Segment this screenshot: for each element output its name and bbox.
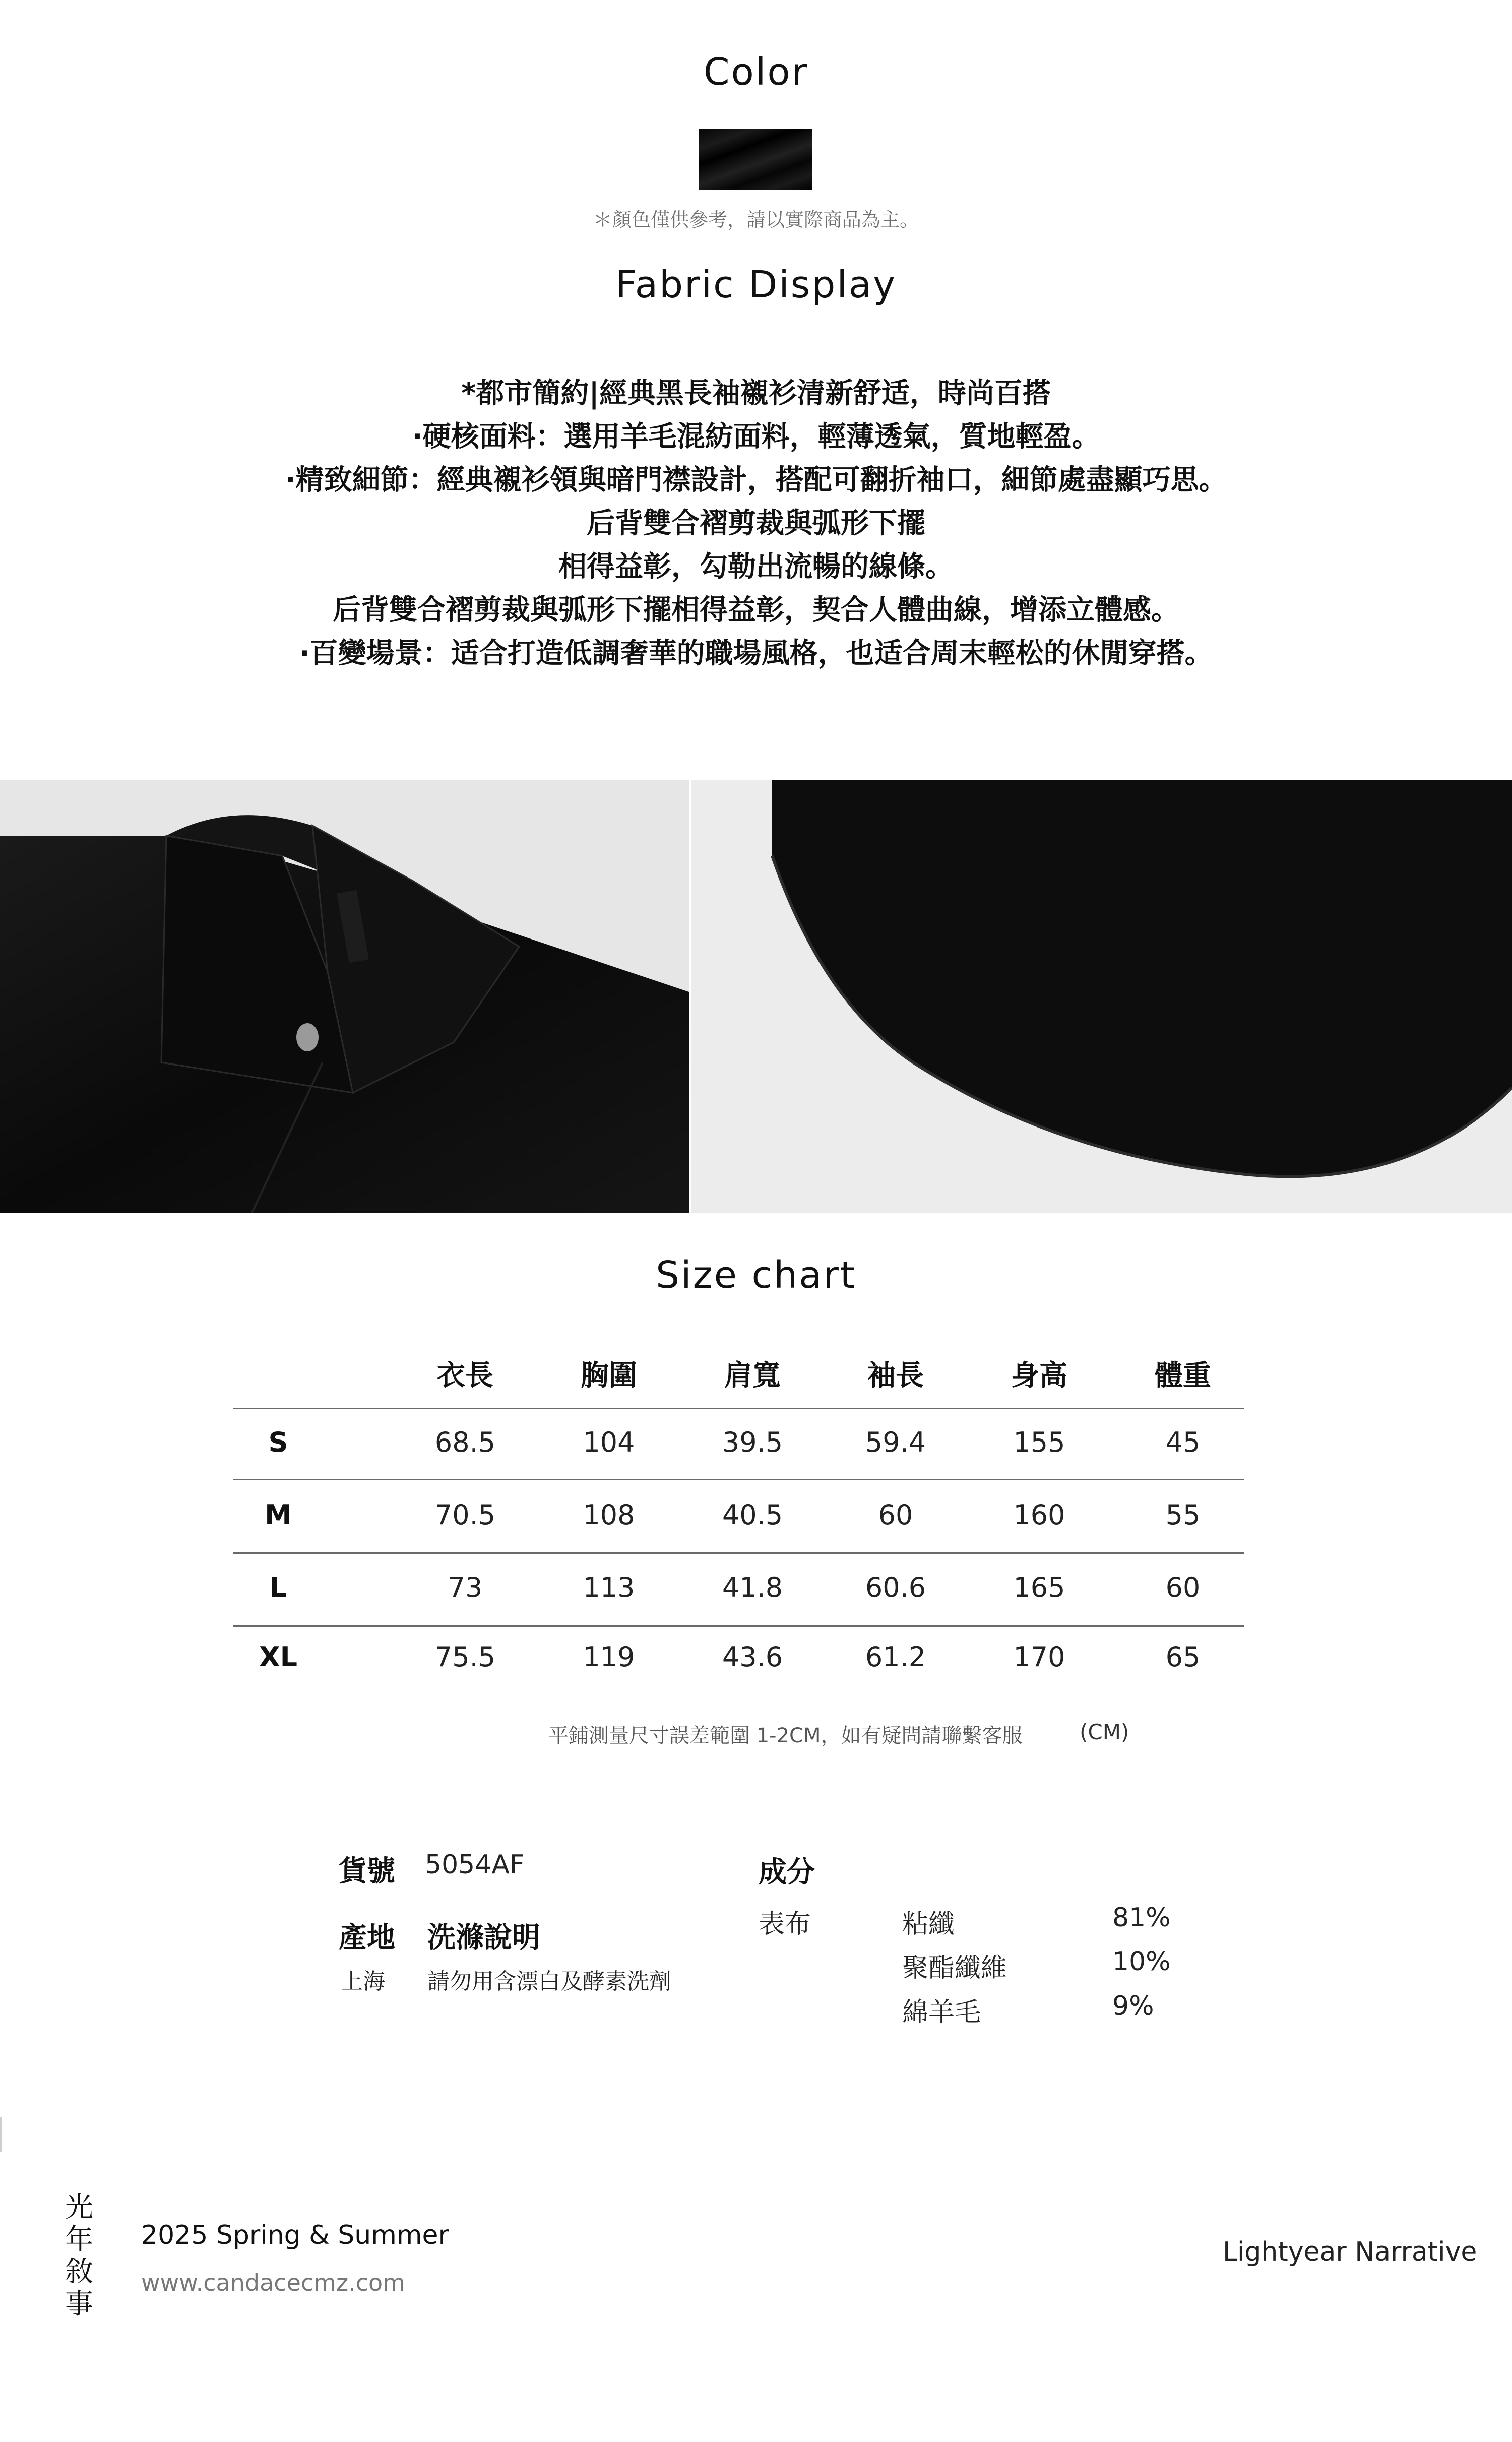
material-name: 綿羊毛 xyxy=(902,1997,981,2028)
fabric-title: Fabric Display xyxy=(615,263,897,306)
table-cell: 60.6 xyxy=(865,1572,926,1603)
color-title: Color xyxy=(703,50,809,94)
table-cell: 60 xyxy=(1165,1572,1201,1603)
color-swatch-black[interactable] xyxy=(699,129,812,190)
material-name: 聚酯纖維 xyxy=(902,1953,1007,1983)
collar-detail-photo xyxy=(0,780,689,1213)
table-cell: 61.2 xyxy=(865,1641,926,1673)
brand-char: 年 xyxy=(65,2223,93,2256)
sku-value: 5054AF xyxy=(425,1850,525,1880)
material-pct: 10% xyxy=(1112,1947,1171,1977)
origin-value: 上海 xyxy=(341,1969,385,1994)
size-chart-title: Size chart xyxy=(656,1254,856,1297)
composition-label: 成分 xyxy=(759,1856,815,1889)
fabric-description xyxy=(0,372,1512,675)
desc-line: *都市簡約|經典黑長袖襯衫清新舒适，時尚百搭 xyxy=(461,377,1051,410)
table-cell: 68.5 xyxy=(434,1426,496,1458)
color-note: ＊顏色僅供參考，請以實際商品為主。 xyxy=(593,209,919,231)
table-rule xyxy=(233,1408,1244,1409)
col-header: 胸圍 xyxy=(581,1359,637,1392)
table-cell: 45 xyxy=(1165,1426,1201,1458)
brand-char: 敘 xyxy=(65,2256,93,2288)
size-label: S xyxy=(268,1426,288,1458)
col-header: 衣長 xyxy=(437,1359,493,1392)
season-text: 2025 Spring & Summer xyxy=(141,2220,449,2250)
table-cell: 75.5 xyxy=(434,1641,496,1673)
care-label: 洗滌說明 xyxy=(427,1921,540,1954)
material-pct: 81% xyxy=(1112,1903,1171,1933)
brand-vertical-logo xyxy=(61,2191,97,2321)
table-cell: 155 xyxy=(1013,1426,1065,1458)
table-cell: 70.5 xyxy=(434,1499,496,1531)
col-header: 袖長 xyxy=(867,1359,924,1392)
table-cell: 55 xyxy=(1165,1499,1201,1531)
size-label: L xyxy=(269,1572,287,1603)
desc-line: 后背雙合褶剪裁與弧形下擺相得益彰，契合人體曲線，增添立體感。 xyxy=(333,594,1179,627)
desc-line: 后背雙合褶剪裁與弧形下擺 xyxy=(587,507,925,540)
brand-tagline: Lightyear Narrative xyxy=(1223,2237,1477,2267)
table-cell: 165 xyxy=(1013,1572,1065,1603)
desc-line: ·精致細節：經典襯衫領與暗門襟設計，搭配可翻折袖口，細節處盡顯巧思。 xyxy=(285,464,1227,496)
col-header: 肩寬 xyxy=(724,1359,781,1392)
brand-char: 事 xyxy=(65,2288,93,2321)
col-header: 身高 xyxy=(1011,1359,1067,1392)
size-label: XL xyxy=(259,1641,298,1673)
table-cell: 73 xyxy=(448,1572,483,1603)
website-link[interactable]: www.candacecmz.com xyxy=(141,2269,405,2296)
table-cell: 41.8 xyxy=(722,1572,783,1603)
desc-line: ·硬核面料：選用羊毛混紡面料，輕薄透氣，質地輕盈。 xyxy=(412,420,1100,453)
table-cell: 65 xyxy=(1165,1641,1201,1673)
care-value: 請勿用含漂白及酵素洗劑 xyxy=(427,1969,671,1994)
hem-detail-photo xyxy=(691,780,1512,1213)
table-cell: 160 xyxy=(1013,1499,1065,1531)
table-cell: 60 xyxy=(878,1499,913,1531)
table-cell: 119 xyxy=(583,1641,635,1673)
material-name: 粘纖 xyxy=(902,1909,955,1939)
col-header: 體重 xyxy=(1155,1359,1211,1392)
table-cell: 108 xyxy=(583,1499,635,1531)
edge-mark xyxy=(0,2117,2,2152)
table-rule xyxy=(233,1625,1244,1627)
table-cell: 170 xyxy=(1013,1641,1065,1673)
table-rule xyxy=(233,1552,1244,1554)
size-note: 平鋪測量尺寸誤差範圍 1-2CM，如有疑問請聯繫客服 xyxy=(548,1724,1023,1747)
table-cell: 43.6 xyxy=(722,1641,783,1673)
table-cell: 104 xyxy=(583,1426,635,1458)
size-label: M xyxy=(265,1499,292,1531)
table-cell: 39.5 xyxy=(722,1426,783,1458)
table-cell: 59.4 xyxy=(865,1426,926,1458)
brand-char: 光 xyxy=(65,2191,93,2224)
desc-line: ·百變場景：适合打造低調奢華的職場風格，也适合周末輕松的休閒穿搭。 xyxy=(299,637,1213,670)
table-rule xyxy=(233,1479,1244,1480)
sku-label: 貨號 xyxy=(339,1855,395,1888)
desc-line: 相得益彰，勾勒出流暢的線條。 xyxy=(558,550,954,583)
fabric-label: 表布 xyxy=(759,1909,811,1939)
origin-label: 產地 xyxy=(339,1921,395,1954)
material-pct: 9% xyxy=(1112,1991,1154,2021)
size-unit: (CM) xyxy=(1080,1720,1129,1744)
table-cell: 113 xyxy=(583,1572,635,1603)
table-cell: 40.5 xyxy=(722,1499,783,1531)
